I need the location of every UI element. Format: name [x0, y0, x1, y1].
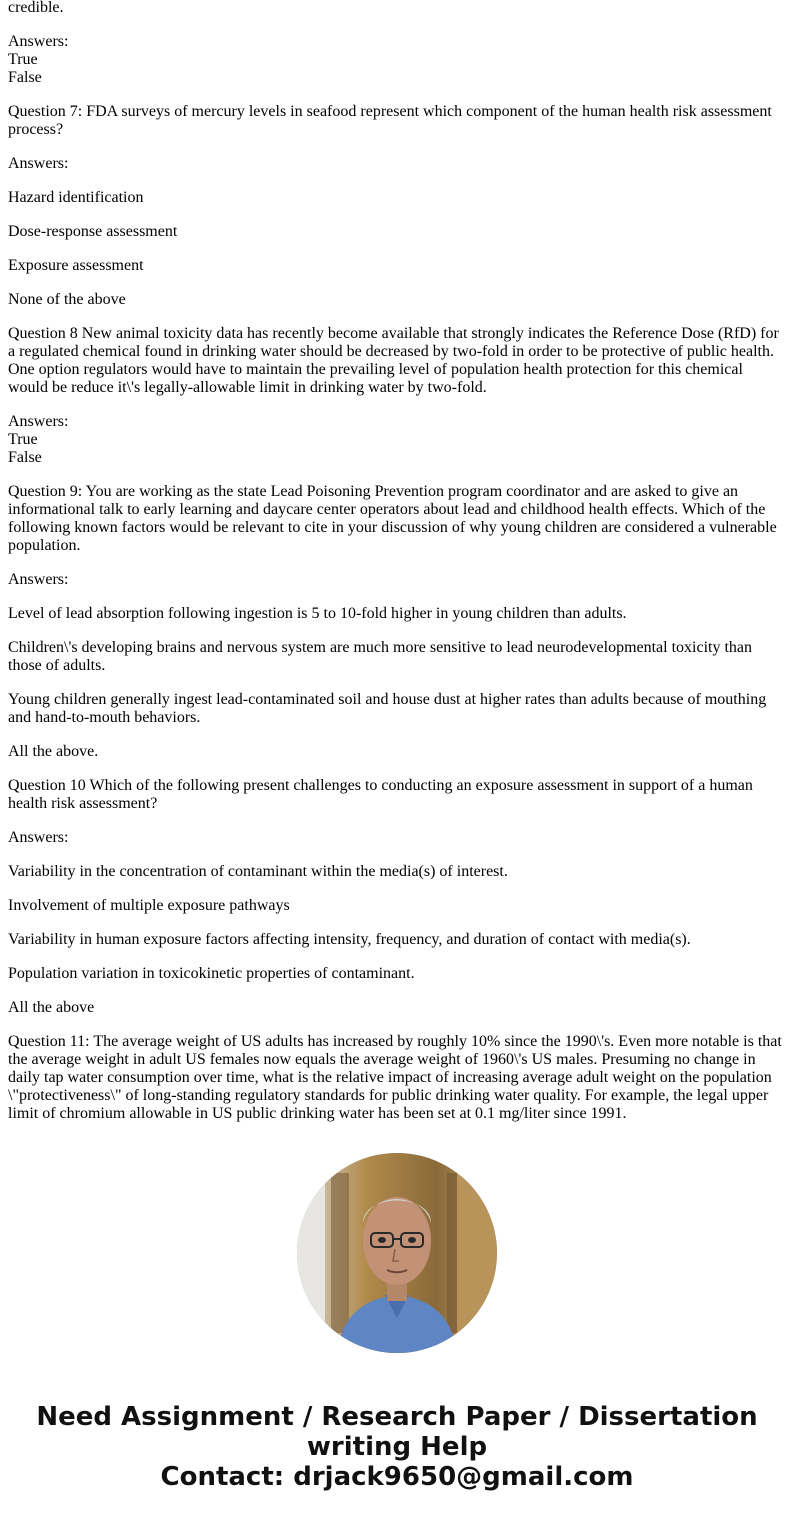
document-body	[8, 0, 782, 1128]
promo-line-2: writing Help	[306, 1432, 488, 1462]
q10-option: Population variation in toxicokinetic properties of contaminant.	[8, 965, 415, 982]
q8-option-true: True	[8, 431, 38, 448]
q6-answers	[8, 33, 782, 87]
q6-answers-label: Answers:	[8, 33, 69, 50]
q8-answers	[8, 413, 782, 467]
q9-text: Question 9: You are working as the state Lead Poisoning Prevention program coordinator and are asked to give an informational talk to early learning and daycare center operators about lead and childhood health effects. Which of the following known factors would be relevant to cite in your discussion of why young children are considered a vulnerable population.	[8, 483, 777, 554]
q10-option: Variability in human exposure factors affecting intensity, frequency, and duration of contact with media(s).	[8, 931, 691, 948]
q10-option: Involvement of multiple exposure pathways	[8, 897, 290, 914]
portrait-photo	[297, 1153, 497, 1353]
q7-option: Hazard identification	[8, 189, 144, 206]
q7-answers-label: Answers:	[8, 155, 69, 172]
q8-text: Question 8 New animal toxicity data has recently become available that strongly indicates the Reference Dose (RfD) for a regulated chemical found in drinking water should be decreased by two-fold in order to be protective of public health. One option regulators would have to maintain the prevailing level of population health protection for this chemical would be reduce it\'s legally-allowable limit in drinking water by two-fold.	[8, 325, 779, 396]
q7-option: Exposure assessment	[8, 257, 144, 274]
promo-line-1: Need Assignment / Research Paper / Dissertation	[36, 1402, 758, 1432]
intro-fragment: credible.	[8, 0, 64, 16]
q7-option: None of the above	[8, 291, 126, 308]
q9-option: Level of lead absorption following ingestion is 5 to 10-fold higher in young children than adults.	[8, 605, 627, 622]
q9-option: Young children generally ingest lead-contaminated soil and house dust at higher rates than adults because of mouthing and hand-to-mouth behaviors.	[8, 691, 767, 726]
q10-option: All the above	[8, 999, 95, 1016]
promo-contact: Contact: drjack9650@gmail.com	[160, 1462, 634, 1492]
q8-answers-label: Answers:	[8, 413, 69, 430]
q9-option: Children\'s developing brains and nervous system are much more sensitive to lead neurodevelopmental toxicity than those of adults.	[8, 639, 753, 674]
q7-text: Question 7: FDA surveys of mercury levels in seafood represent which component of the human health risk assessment process?	[8, 103, 772, 138]
avatar	[297, 1153, 497, 1353]
q6-option-false: False	[8, 69, 42, 86]
q7-option: Dose-response assessment	[8, 223, 178, 240]
q9-option: All the above.	[8, 743, 99, 760]
q10-option: Variability in the concentration of contaminant within the media(s) of interest.	[8, 863, 508, 880]
q8-option-false: False	[8, 449, 42, 466]
q6-option-true: True	[8, 51, 38, 68]
q10-answers-label: Answers:	[8, 829, 69, 846]
q11-text: Question 11: The average weight of US adults has increased by roughly 10% since the 1990\'s. Even more notable is that the average weight in adult US females now equals the average weight of 1960\'s US males. Presuming no change in daily tap water consumption over time, what is the relative impact of increasing average adult weight on the population \"protectiveness\" of long-standing regulatory standards for public drinking water quality. For example, the legal upper limit of chromium allowable in US public drinking water has been set at 0.1 mg/liter since 1991.	[8, 1033, 782, 1122]
q9-answers-label: Answers:	[8, 571, 69, 588]
q10-text: Question 10 Which of the following present challenges to conducting an exposure assessment in support of a human health risk assessment?	[8, 777, 753, 812]
promo-footer	[0, 1402, 794, 1492]
